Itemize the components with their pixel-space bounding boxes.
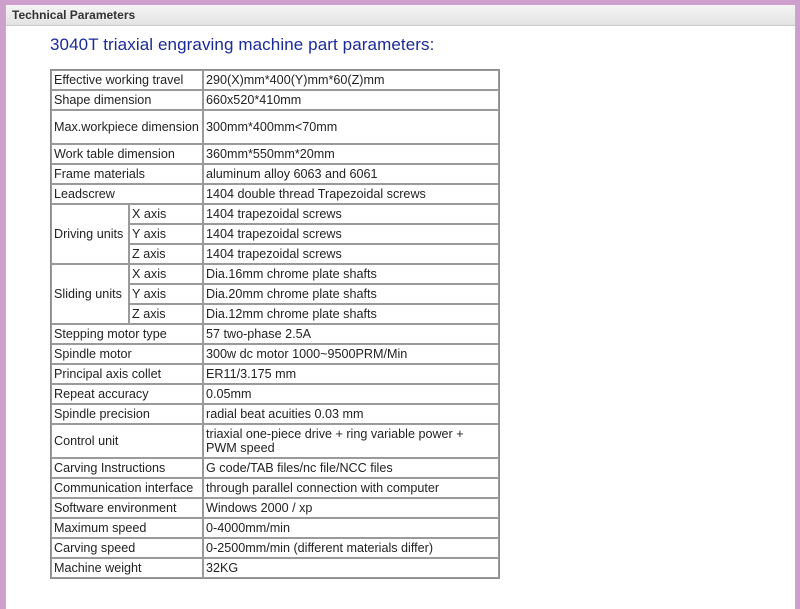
param-label: Shape dimension: [51, 90, 203, 110]
param-label: Stepping motor type: [51, 324, 203, 344]
table-row: [51, 90, 499, 110]
param-value: Dia.12mm chrome plate shafts: [203, 304, 499, 324]
table-row: [51, 478, 499, 498]
table-row: [51, 424, 499, 458]
parameters-table: [50, 69, 500, 579]
param-label: Maximum speed: [51, 518, 203, 538]
param-value: 0.05mm: [203, 384, 499, 404]
param-value: 360mm*550mm*20mm: [203, 144, 499, 164]
param-label: Max.workpiece dimension: [51, 110, 203, 144]
param-value: 290(X)mm*400(Y)mm*60(Z)mm: [203, 70, 499, 90]
param-label: Spindle motor: [51, 344, 203, 364]
axis-label: Z axis: [129, 244, 203, 264]
param-value: Dia.16mm chrome plate shafts: [203, 264, 499, 284]
axis-label: Y axis: [129, 284, 203, 304]
table-row: [51, 110, 499, 144]
param-label: Work table dimension: [51, 144, 203, 164]
group-label-driving-units: Driving units: [51, 204, 129, 264]
table-row: [51, 164, 499, 184]
param-value: 1404 trapezoidal screws: [203, 244, 499, 264]
param-value: through parallel connection with computer: [203, 478, 499, 498]
param-label: Principal axis collet: [51, 364, 203, 384]
param-value: aluminum alloy 6063 and 6061: [203, 164, 499, 184]
param-label: Repeat accuracy: [51, 384, 203, 404]
table-row: [51, 144, 499, 164]
table-row: [51, 384, 499, 404]
panel-header: Technical Parameters: [6, 5, 795, 26]
param-value: Dia.20mm chrome plate shafts: [203, 284, 499, 304]
param-value: G code/TAB files/nc file/NCC files: [203, 458, 499, 478]
table-row: [51, 404, 499, 424]
param-label: Carving Instructions: [51, 458, 203, 478]
axis-label: Z axis: [129, 304, 203, 324]
param-label: Software environment: [51, 498, 203, 518]
group-label-sliding-units: Sliding units: [51, 264, 129, 324]
param-value: 1404 trapezoidal screws: [203, 204, 499, 224]
table-row: [51, 264, 499, 284]
param-value: 300mm*400mm<70mm: [203, 110, 499, 144]
param-label: Control unit: [51, 424, 203, 458]
axis-label: Y axis: [129, 224, 203, 244]
table-row: [51, 458, 499, 478]
param-label: Frame materials: [51, 164, 203, 184]
param-value: 1404 double thread Trapezoidal screws: [203, 184, 499, 204]
param-label: Communication interface: [51, 478, 203, 498]
table-row: [51, 184, 499, 204]
param-label: Spindle precision: [51, 404, 203, 424]
param-value: 0-2500mm/min (different materials differ): [203, 538, 499, 558]
table-row: [51, 538, 499, 558]
param-value: 660x520*410mm: [203, 90, 499, 110]
parameters-panel: [5, 5, 796, 609]
param-label: Machine weight: [51, 558, 203, 578]
param-value: triaxial one-piece drive + ring variable power + PWM speed: [203, 424, 499, 458]
table-row: [51, 324, 499, 344]
table-row: [51, 204, 499, 224]
param-label: Leadscrew: [51, 184, 203, 204]
param-value: 32KG: [203, 558, 499, 578]
table-row: [51, 364, 499, 384]
table-row: [51, 518, 499, 538]
table-row: [51, 498, 499, 518]
param-label: Effective working travel: [51, 70, 203, 90]
table-row: [51, 344, 499, 364]
param-label: Carving speed: [51, 538, 203, 558]
param-value: Windows 2000 / xp: [203, 498, 499, 518]
param-value: ER11/3.175 mm: [203, 364, 499, 384]
table-row: [51, 70, 499, 90]
param-value: radial beat acuities 0.03 mm: [203, 404, 499, 424]
param-value: 0-4000mm/min: [203, 518, 499, 538]
axis-label: X axis: [129, 264, 203, 284]
page-title: 3040T triaxial engraving machine part parameters:: [50, 35, 435, 54]
param-value: 300w dc motor 1000~9500PRM/Min: [203, 344, 499, 364]
table-row: [51, 558, 499, 578]
param-value: 57 two-phase 2.5A: [203, 324, 499, 344]
axis-label: X axis: [129, 204, 203, 224]
param-value: 1404 trapezoidal screws: [203, 224, 499, 244]
